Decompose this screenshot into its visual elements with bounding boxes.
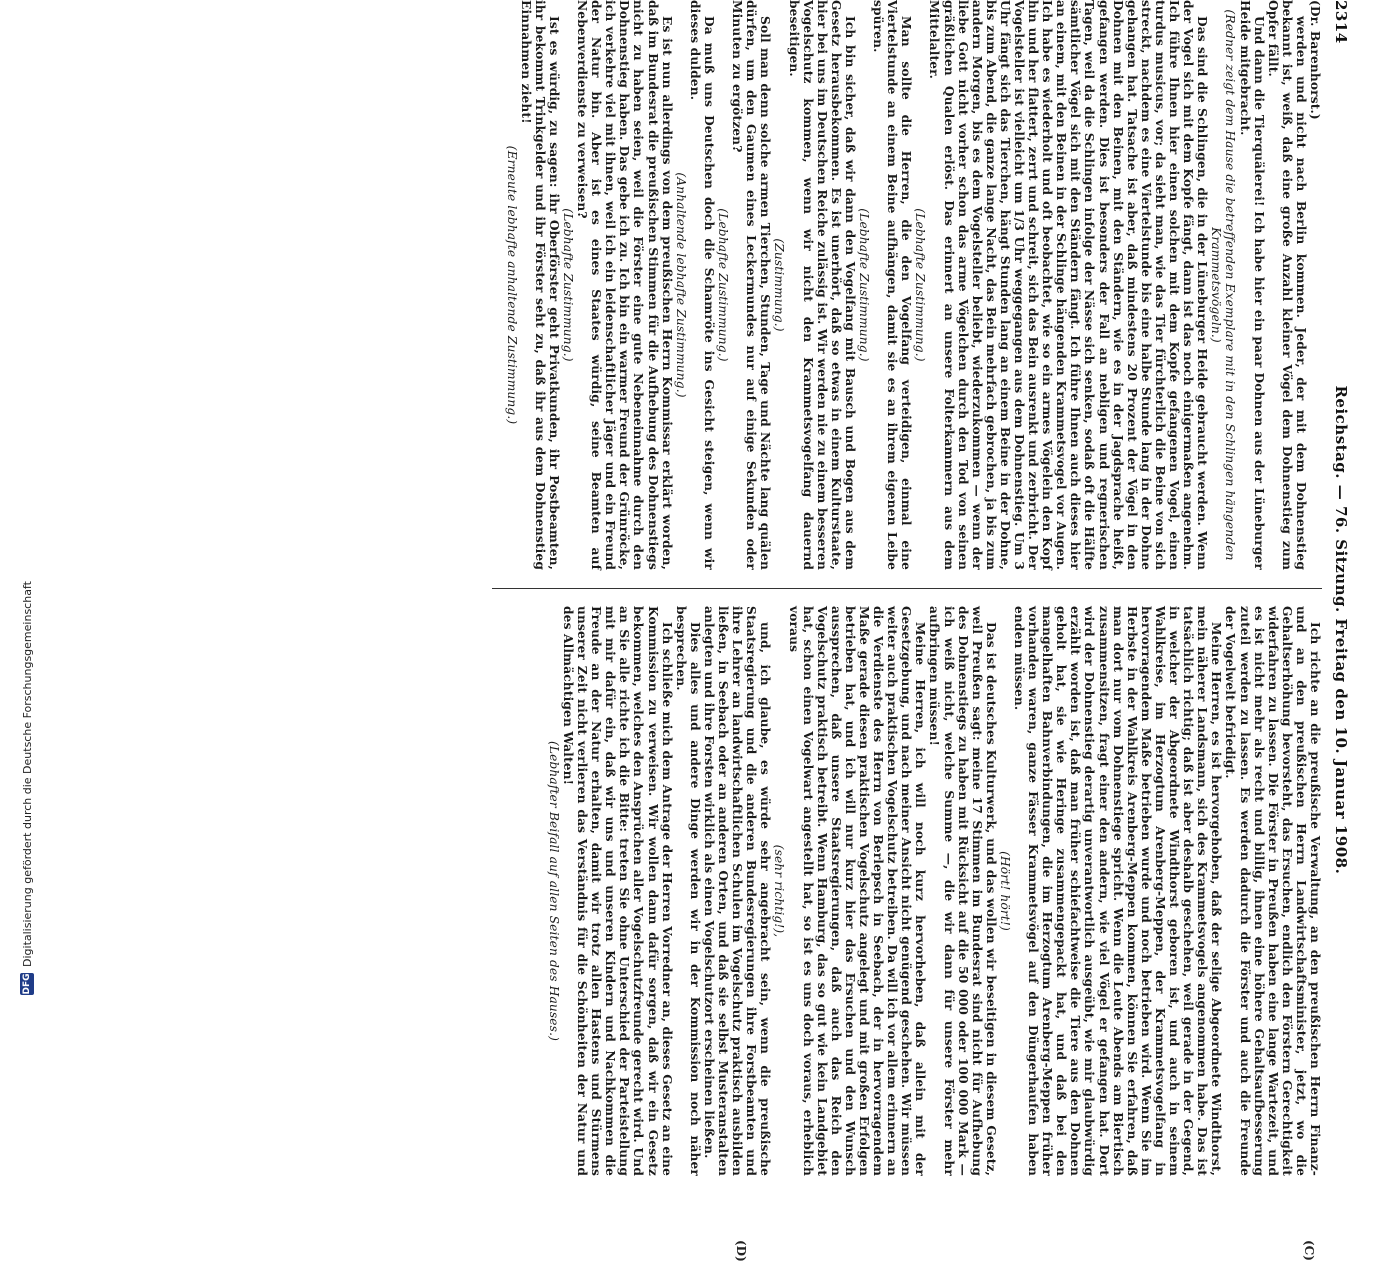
running-title: Reichstag. — 76. Sitzung. Freitag den 10. Januar 1908. [1332,385,1350,875]
left-text-column [492,0,1322,570]
stage-direction: (Lebhafte Zustimmung.) [913,208,928,362]
digitization-credit-strip [0,0,34,1000]
stage-direction: (Hört! hört!) [997,851,1012,931]
dfg-logo-icon: DFG [22,973,32,995]
page-header [1332,0,1360,1236]
stage-direction: (Zustimmung.) [772,238,787,332]
paragraph: Meine Herren, es ist hervorgehoben, daß der selige Abgeordnete Windthorst, mein näherer Landsmann, sich des Krammetsvogels angenommen habe. Das ist tatsächlich richtig; daß ist aber deshalb geschehen, weil gerade in der Gegend, in welcher der Abgeordnete Windthorst geboren ist, und auch in seinem Wahlkreise, im Herzogtum Arenberg-Meppen, der Krammetsvogelfang in hervorragendem Maße betrieben wurde und noch betrieben wird. Wenn Sie im Herbste in der Wahlkreis Arenberg-Meppen kommen, können Sie erfahren, daß man dort nur vom Dohnenstiege spricht. Wenn die Leute Abends am Biertisch zusammensitzen, fragt einer den andern, wie viel Vögel er gefangen hat. Dort wird der Dohnenstieg derartig unverantwortlich ausgeübt, wie mir glaubwürdig erzählt worden ist, daß man früher schiefachtweise die Tiere aus den Dohnen geholt hat, sie wie Heringe zusammengepackt hat, und daß bei den mangelhaften Bahnverbindungen, die im Herzogtum Arenberg-Meppen früher vorhanden waren, ganze Fässer Krammetsvögel auf den Düngerhaufen haben enden müssen. [1012,606,1224,1176]
paragraph: und, ich glaube, es würde sehr angebracht sein, wenn die preußische Staatsregierung und die anderen Bundesregierungen ihre Forstbeamten und ihre Lehrer an landwirtschaftlichen Schulen im Vogelschutz praktisch ausbilden ließen, in Seebach oder an anderen Orten, und daß sie selbst Musteranstalten anlegten und ihre Forsten wirklich als einen Vogelschutzort erscheinen ließen. [701,606,773,1176]
paragraph: Meine Herren, ich will noch kurz hervorheben, daß allein mit der Gesetzgebung, und nach meiner Ansicht nicht genügend geschehen. Wir müssen weiter auch praktischen Vogelschutz betreiben. Da will ich vor allem erinnern an die Verdienste des Herrn von Berlepsch in Seebach, der in hervorragendem Maße gerade diesen praktischen Vogelschutz angelegt und mit großen Erfolgen betrieben hat, und ich will nur kurz hier das Ersuchen und den Wunsch aussprechen, daß unsere Staatsregierungen, daß auch das Reich den Vogelschutz praktisch betreibt. Wenn Hamburg, das so gut wie kein Landgebiet hat, schon einen Vogelwart angestellt hat, so ist es uns doch voraus, erheblich voraus [786,606,928,1176]
stage-direction: (Lebhafte Zustimmung.) [561,208,576,362]
stage-direction: (sehr richtig!), [772,844,787,938]
paragraph: Es ist nun allerdings von dem preußischen Herrn Kommissar erklärt worden, daß im Bundesrat die preußischen Stimmen für die Aufhebung des Dohnenstiegs nicht zu haben seien, weil die Förster eine gute Nebeneinnahme durch den Dohnenstieg haben. Das gebe ich zu. Ich bin ein warmer Freund der Grünröcke, ich verkehre viel mit ihnen, weil ich ein leidenschaftlicher Jäger und ein Freund der Natur bin. Aber ist es eines Staates würdig, seine Beamten auf Nebenverdienste zu verweisen? [575,0,674,570]
paragraph: Ich bin sicher, daß wir dann den Vogelfang mit Bausch und Bogen aus dem Gesetz herausbekommen. Es ist unerhört, daß so etwas in einem Kulturstaate, hier bei uns im Deutschen Reiche zulässig ist. Wir werden nie zu einem besseren Vogelschutz kommen, wenn wir nicht den Krammetsvogelfang dauernd beseitigen. [786,0,857,570]
paragraph: Man sollte die Herren, die den Vogelfang verteidigen, einmal eine Viertelstunde an einem Beine aufhängen, damit sie es an ihrem eigenen Leibe spüren. [871,0,914,570]
stage-direction: (Redner zeigt dem Hause die betreffenden Exemplare mit in den Schlingen hängenden Krammetsvögeln.) [1209,9,1238,561]
paragraph: Das ist deutsches Kulturwerk, und das wollen wir beseitigen in diesem Gesetz, weil Preußen sagt: meine 17 Stimmen im Bundesrat sind nicht für Aufhebung des Dohnenstiegs zu haben mit Rücksicht auf die 50 000 oder 100 000 Mark — ich weiß nicht, welche Summe —, die wir dann für unsere Förster mehr aufbringen müssen! [927,606,998,1176]
stage-direction: (Lebhafte Zustimmung.) [857,208,871,362]
page-number: 2314 [1332,0,1350,44]
paragraph: Da muß uns Deutschen doch die Schamröte ins Gesicht steigen, wenn wir dieses dulden. [687,0,716,570]
column-divider [492,588,1322,589]
right-text-column [492,606,1322,1176]
margin-mark-c: (C) [1302,1240,1316,1261]
stage-direction: (Anhaltende lebhafte Zustimmung.) [673,172,688,398]
stage-direction: (Lebhafter Beifall auf allen Seiten des Hauses.) [546,740,561,1042]
paragraph: Dies alles und andere Dinge werden wir in der Kommission noch näher besprechen. [673,606,702,1176]
page-body [70,0,1350,1262]
paragraph: Und dann die Tierquälerei! Ich habe hier ein paar Dohnen aus der Lüneburger Heide mitgebracht. [1237,0,1266,570]
margin-mark-d: (D) [734,1240,748,1262]
digitization-credit [20,5,34,995]
rotated-page [70,0,1350,1262]
digitization-note: Digitalisierung gefördert durch die Deutsche Forschungsgemeinschaft [20,581,34,967]
paragraph: werden und nicht nach Berlin kommen. Jeder, der mit dem Dohnenstieg bekannt ist, weiß, daß eine große Anzahl kleiner Vögel dem Dohnenstieg zum Opfer fällt. [1265,0,1308,570]
stage-direction: (Lebhafte Zustimmung.) [716,208,731,362]
paragraph: Ich richte an die preußische Verwaltung, an den preußischen Herrn Finanz- und an den preußischen Herrn Landwirtschaftsminister, jetzt, wo die Gehaltserhöhung bevorsteht, das Ersuchen, endlich den Förstern Gerechtigkeit widerfahren zu lassen. Die Förster in Preußen haben eine lange Wartezeit, und es ist nicht mehr als recht und billig, ihnen eine höhere Gehaltsaufbesserung zuteil werden zu lassen. Es werden dadurch die Förster und auch die Freunde der Vogelwelt befriedigt. [1223,606,1322,1176]
speaker-label: (Dr. Barenhorst.) [1308,0,1322,120]
paragraph: Ist es würdig, zu sagen: ihr Oberförster geht Privatkunden, ihr Postbeamten, ihr bekommt Trinkgelder und ihr Förster seht zu, daß ihr aus dem Dohnenstieg Einnahmen zieht! [518,0,561,570]
paragraph: Ich schließe mich dem Antrage der Herren Vorredner an, dieses Gesetz an eine Kommission zu verweisen. Wir wollen dann dafür sorgen, daß wir ein Gesetz bekommen, welches den Ansprüchen aller Vogelschutzfreunde gerecht wird. Und an Sie alle richte ich die Bitte: treten Sie ohne Unterschied der Parteistellung mit mir dafür ein, daß wir uns und unseren Kindern und Nachkommen die Freude an der Natur erhalten, damit wir trotz allen Hastens und Stürmens unserer Zeit nicht verlieren das Verständnis für die Schönheiten der Natur und des Allmächtigen Walten! [561,606,674,1176]
paragraph: Soll man denn solche armen Tierchen, Stunden, Tage und Nächte lang quälen dürfen, um den Gaumen eines Leckermundes nur auf einige Sekunden oder Minuten zu ergötzen? [730,0,773,570]
paragraph: Das sind die Schlingen, die in der Lüneburger Heide gebraucht werden. Wenn der Vogel sich mit dem Kopfe fängt, dann ist das noch einigermaßen angenehm. Ich führe Ihnen hier einen solchen mit dem Kopfe gefangenen Vogel, einen turdus musicus, vor; da sieht man, wie das Tier fürchterlich die Beine von sich streckt, nachdem es eine Viertelstunde bis eine halbe Stunde lang in der Dohne gehangen hat. Tatsache ist aber, daß mindestens 20 Prozent der Vögel in den Dohnen mit den Beinen, mit den Ständern, wie es in der Jagdsprache heißt, gefangen werden. Dies ist besonders der Fall an nebligen und regnerischen Tagen, weil da die Schlingen infolge der Nässe sich senken, sodaß oft die Hälfte sämtlicher Vögel sich mit den Ständern fängt. Ich führe Ihnen auch dieses hier an einem, mit den Beinen in der Schlinge hängenden Krammetsvogel vor Augen. Ich habe es wiederholt und oft beobachtet, wie so ein armes Vögelein den Kopf hin und her flattert, zerrt und schreit, sich das Bein ausrenkt und zerbricht. Der Vogelsteller ist vielleicht um 1/3 Uhr weggegangen aus dem Dohnenstieg. Um 3 Uhr fängt sich das Tierchen, hängt Stunden lang an einem Beine in der Dohne, bis zum Abend, die ganze lange Nacht, das Bein mehrfach gebrochen, ja bis zum andern Morgen, bis es dem Vogelsteller beliebt, wiederzukommen — wenn der liebe Gott nicht vorher schon das arme Vögelchen durch den Tod von seinen gräßlichen Qualen erlöst. Das erinnert an unsere Folterkammern aus dem Mittelalter. [927,0,1210,570]
stage-direction: (Erneute lebhafte anhaltende Zustimmung.) [504,145,519,425]
